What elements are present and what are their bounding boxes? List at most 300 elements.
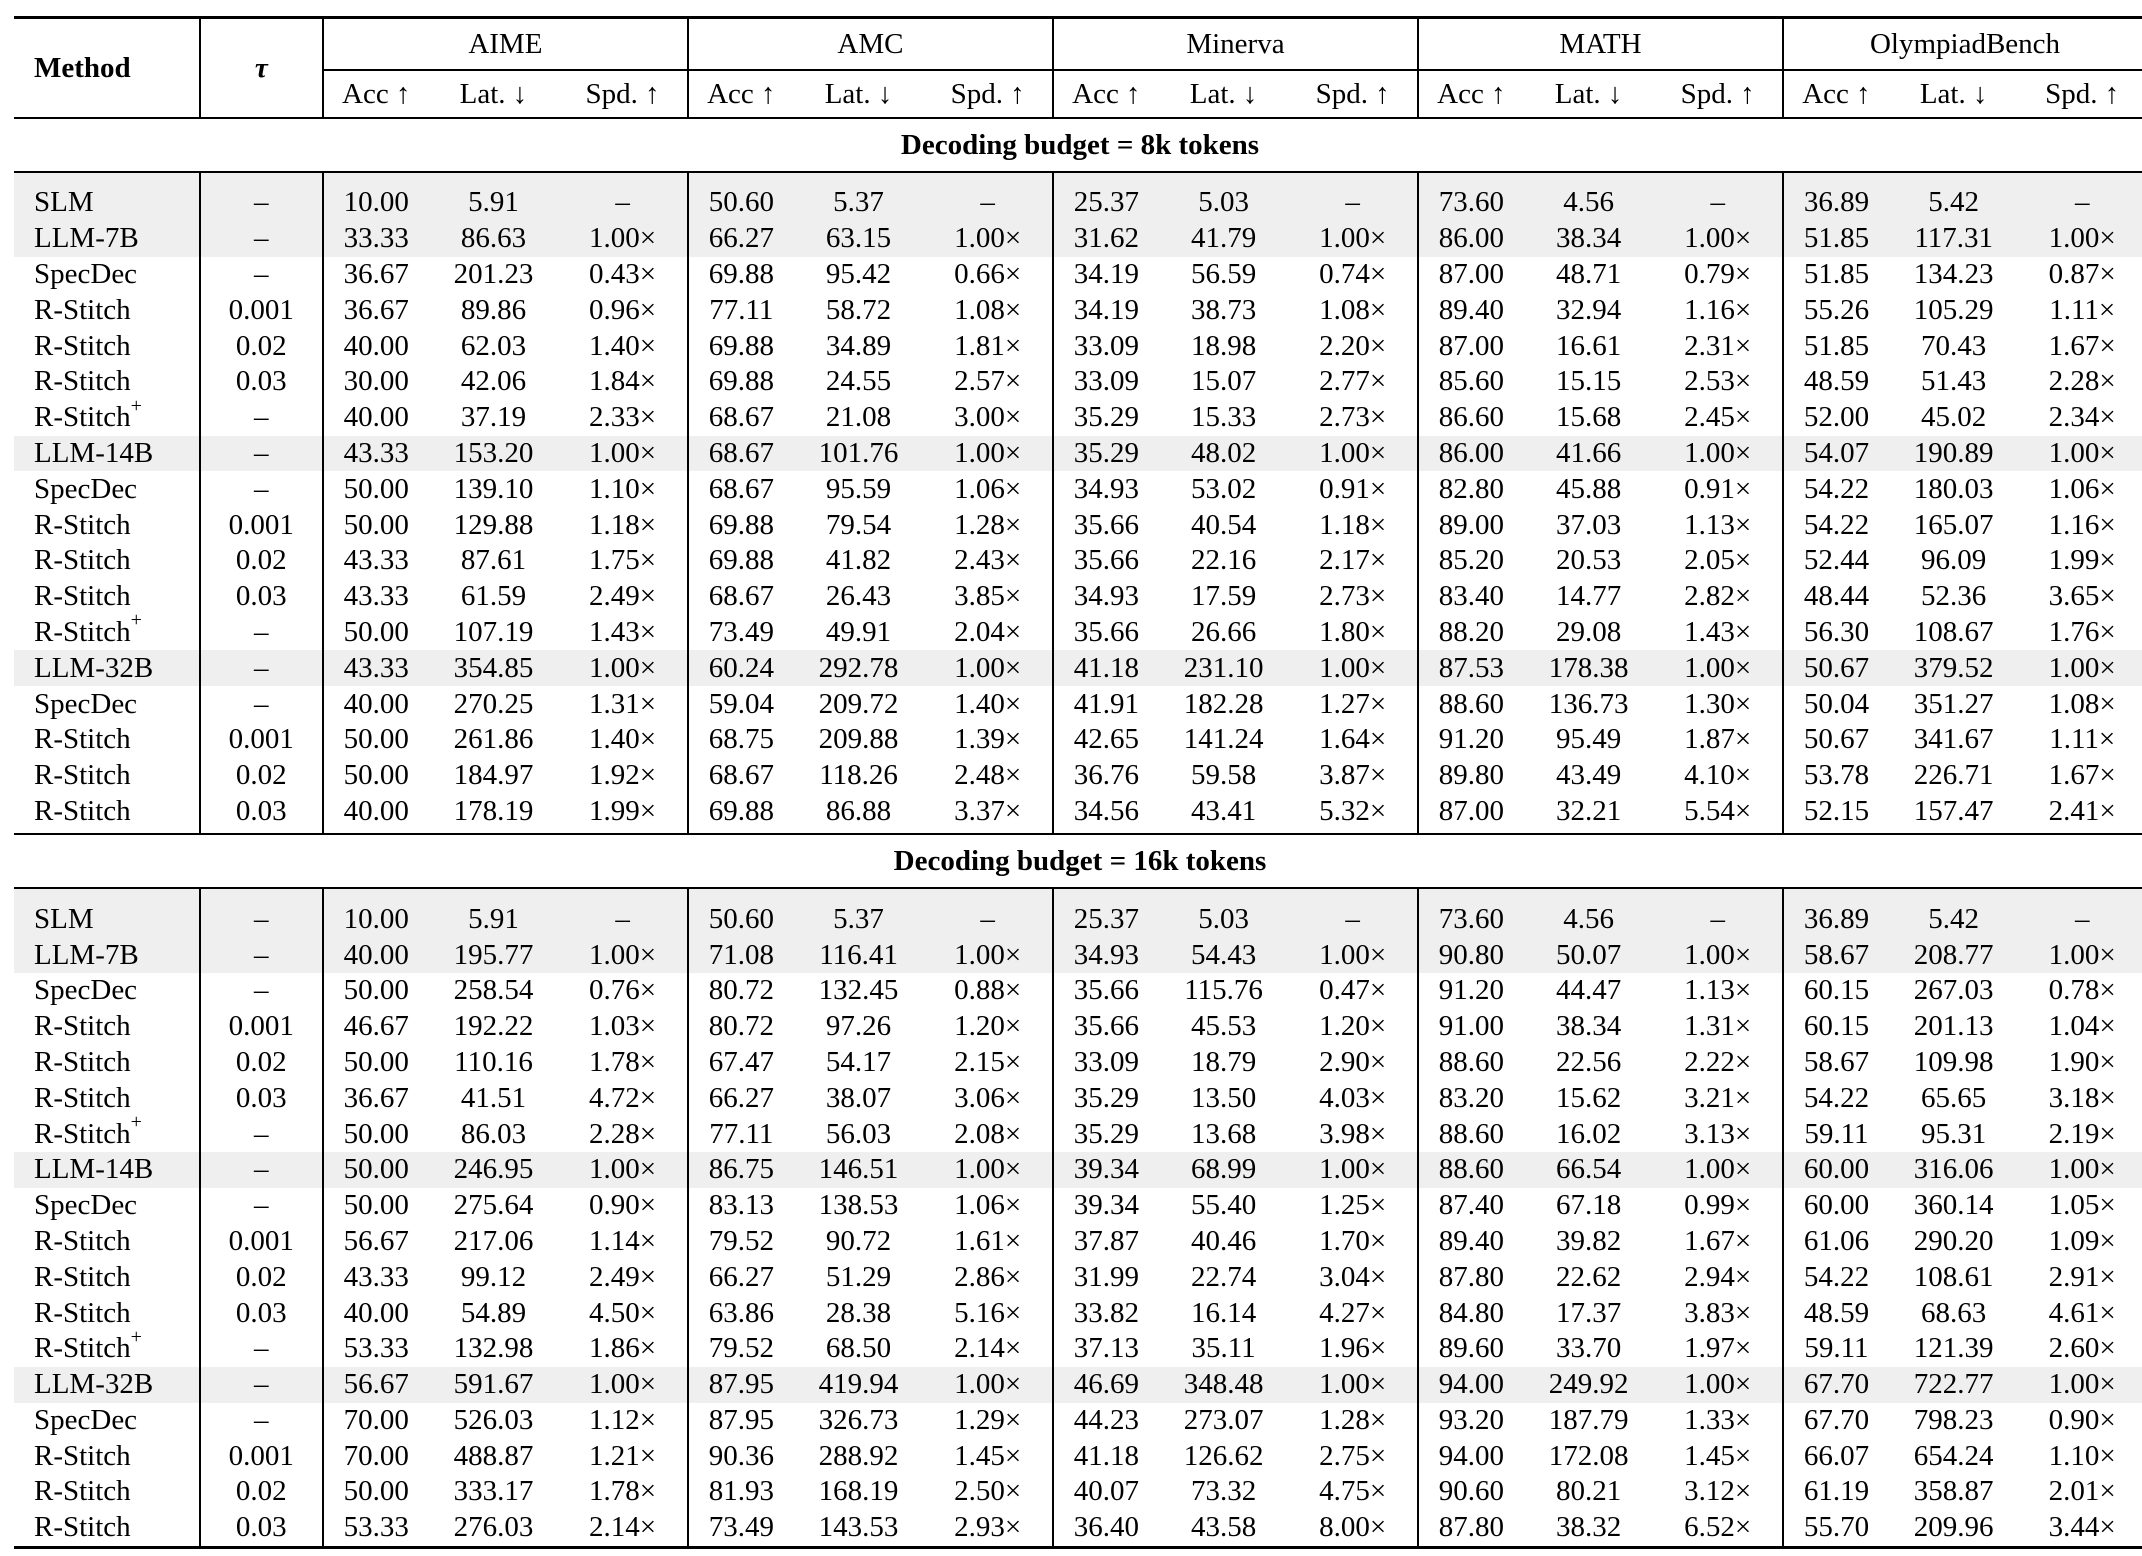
- speedup-cell: 4.72×: [589, 1081, 657, 1114]
- speedup-cell: 1.12×: [589, 1403, 657, 1436]
- speedup-cell: 2.57×: [954, 365, 1022, 398]
- acc-cell: 66.27: [688, 1259, 794, 1295]
- latency-cell: 351.27: [1913, 687, 1994, 720]
- speedup-cell: 1.29×: [954, 1403, 1022, 1436]
- speedup-cell: 1.14×: [589, 1224, 657, 1257]
- latency-cell: 195.77: [429, 937, 559, 973]
- acc-cell: 91.20: [1418, 973, 1524, 1009]
- acc-cell: 68.67: [688, 471, 794, 507]
- benchmark-header-aime: [323, 18, 688, 71]
- latency-cell: 379.52: [1889, 650, 2019, 686]
- method-cell: [14, 609, 200, 651]
- acc-cell: 50.00: [323, 1116, 429, 1152]
- table-row: [14, 888, 2142, 937]
- latency-cell: 358.87: [1913, 1475, 1994, 1508]
- table-row: [14, 1438, 2142, 1474]
- benchmark-name: MATH: [1559, 27, 1642, 60]
- method-cell: [14, 1403, 200, 1439]
- speedup-cell: 1.67×: [2048, 329, 2116, 362]
- speedup-cell: 0.99×: [1684, 1189, 1752, 1222]
- acc-cell: 67.70: [1783, 1403, 1889, 1439]
- speedup-cell: 1.00×: [558, 221, 688, 257]
- speedup-cell: 1.78×: [589, 1045, 657, 1078]
- latency-cell: 87.61: [460, 544, 527, 577]
- latency-cell: 41.51: [460, 1081, 527, 1114]
- latency-cell: 107.19: [453, 615, 534, 648]
- acc-cell: 33.33: [323, 221, 429, 257]
- acc-cell: 69.88: [688, 507, 794, 543]
- acc-cell: 60.24: [688, 650, 794, 686]
- speedup-cell: 1.00×: [1653, 436, 1783, 472]
- latency-cell: 68.99: [1159, 1152, 1289, 1188]
- latency-cell: 45.02: [1921, 401, 1987, 434]
- speedup-cell: 1.43×: [589, 615, 657, 648]
- acc-cell: 88.60: [1418, 1045, 1524, 1081]
- speedup-cell: 1.00×: [558, 650, 688, 686]
- acc-cell: 85.60: [1418, 364, 1524, 400]
- latency-cell: 42.06: [460, 365, 527, 398]
- latency-cell: 40.46: [1190, 1224, 1257, 1257]
- acc-cell: 87.00: [1418, 257, 1524, 293]
- method-name: R-Stitch: [34, 580, 131, 613]
- tau-cell: –: [200, 471, 323, 507]
- acc-cell: 84.80: [1418, 1295, 1524, 1331]
- latency-cell: 798.23: [1913, 1403, 1994, 1436]
- acc-cell: 34.93: [1053, 937, 1159, 973]
- acc-cell: 36.89: [1783, 888, 1889, 937]
- latency-cell: 129.88: [453, 508, 534, 541]
- latency-cell: 29.08: [1555, 615, 1622, 648]
- latency-cell: 59.58: [1190, 759, 1257, 792]
- metric-header: Lat. ↓: [1524, 70, 1654, 118]
- tau-cell: –: [200, 400, 323, 436]
- method-name: SLM: [34, 186, 94, 219]
- latency-cell: 56.03: [825, 1117, 892, 1150]
- tau-cell: –: [200, 1152, 323, 1188]
- speedup-cell: 1.00×: [2018, 1367, 2142, 1403]
- latency-cell: 38.32: [1524, 1510, 1654, 1547]
- speedup-cell: 2.82×: [1684, 580, 1752, 613]
- acc-cell: 80.72: [688, 973, 794, 1009]
- acc-cell: 40.07: [1053, 1474, 1159, 1510]
- table-row: [14, 507, 2142, 543]
- speedup-cell: 1.10×: [589, 472, 657, 505]
- latency-cell: 14.77: [1555, 580, 1622, 613]
- speedup-cell: 6.52×: [1653, 1510, 1783, 1547]
- acc-cell: 69.88: [688, 364, 794, 400]
- method-plus-superscript: +: [130, 1325, 142, 1348]
- latency-cell: 109.98: [1913, 1045, 1994, 1078]
- latency-cell: 182.28: [1183, 687, 1264, 720]
- method-cell: [14, 394, 200, 436]
- table-row: [14, 686, 2142, 722]
- acc-cell: 50.00: [323, 1045, 429, 1081]
- speedup-cell: 0.90×: [589, 1189, 657, 1222]
- acc-cell: 40.00: [323, 1295, 429, 1331]
- latency-cell: 96.09: [1921, 544, 1987, 577]
- speedup-cell: 2.20×: [1319, 329, 1387, 362]
- acc-cell: 36.40: [1053, 1510, 1159, 1547]
- acc-cell: 40.00: [323, 328, 429, 364]
- acc-cell: 63.86: [688, 1295, 794, 1331]
- tau-cell: 0.03: [200, 1295, 323, 1331]
- latency-cell: 68.63: [1921, 1296, 1987, 1329]
- speedup-cell: 1.87×: [1684, 723, 1752, 756]
- latency-cell: 24.55: [825, 365, 892, 398]
- speedup-cell: 3.87×: [1319, 759, 1387, 792]
- method-name: R-Stitch: [34, 544, 131, 577]
- speedup-cell: 1.97×: [1684, 1332, 1752, 1365]
- tau-cell: 0.03: [200, 1080, 323, 1116]
- speedup-cell: 8.00×: [1288, 1510, 1418, 1547]
- acc-cell: 50.60: [688, 888, 794, 937]
- latency-cell: 15.33: [1190, 401, 1257, 434]
- latency-cell: 22.74: [1190, 1260, 1257, 1293]
- acc-cell: 43.33: [323, 543, 429, 579]
- acc-cell: 56.30: [1783, 615, 1889, 651]
- acc-cell: 54.22: [1783, 507, 1889, 543]
- speedup-cell: 1.30×: [1684, 687, 1752, 720]
- latency-cell: 34.89: [825, 329, 892, 362]
- acc-cell: 94.00: [1418, 1367, 1524, 1403]
- method-cell: [14, 1474, 200, 1510]
- acc-cell: 33.09: [1053, 364, 1159, 400]
- table-row: [14, 400, 2142, 436]
- acc-cell: 41.18: [1053, 650, 1159, 686]
- speedup-cell: 2.31×: [1684, 329, 1752, 362]
- acc-cell: 53.33: [323, 1331, 429, 1367]
- acc-cell: 69.88: [688, 257, 794, 293]
- speedup-cell: 1.00×: [2018, 1152, 2142, 1188]
- tau-cell: –: [200, 1188, 323, 1224]
- latency-cell: 54.89: [460, 1296, 527, 1329]
- benchmark-header-olympiadbench: [1783, 18, 2142, 71]
- method-name: SpecDec: [34, 974, 138, 1007]
- speedup-cell: 1.00×: [1653, 221, 1783, 257]
- latency-cell: 95.59: [825, 472, 892, 505]
- method-header: Method: [14, 18, 200, 119]
- latency-cell: 126.62: [1183, 1439, 1264, 1472]
- method-cell: [14, 1325, 200, 1367]
- speedup-cell: 1.04×: [2048, 1010, 2116, 1043]
- latency-cell: 38.34: [1524, 221, 1654, 257]
- acc-cell: 41.18: [1053, 1438, 1159, 1474]
- tau-cell: 0.001: [200, 1438, 323, 1474]
- speedup-cell: 2.50×: [954, 1475, 1022, 1508]
- table-row: [14, 1080, 2142, 1116]
- latency-cell: 180.03: [1913, 472, 1994, 505]
- latency-cell: 67.18: [1555, 1189, 1622, 1222]
- method-name: R-Stitch: [34, 1010, 131, 1043]
- tau-cell: 0.02: [200, 1259, 323, 1295]
- method-name: R-Stitch: [34, 508, 131, 541]
- latency-cell: 138.53: [818, 1189, 899, 1222]
- method-cell: [14, 1009, 200, 1045]
- benchmark-name: OlympiadBench: [1869, 27, 2061, 60]
- speedup-cell: 1.39×: [954, 723, 1022, 756]
- method-cell: [14, 1188, 200, 1224]
- table-row: [14, 1474, 2142, 1510]
- speedup-cell: 1.13×: [1684, 974, 1752, 1007]
- speedup-cell: 2.14×: [954, 1332, 1022, 1365]
- speedup-cell: 0.91×: [1684, 472, 1752, 505]
- speedup-cell: 2.41×: [2018, 794, 2142, 835]
- latency-cell: 89.86: [460, 293, 527, 326]
- speedup-cell: 1.00×: [923, 1152, 1053, 1188]
- speedup-cell: 1.00×: [2018, 221, 2142, 257]
- speedup-cell: 1.76×: [2048, 615, 2116, 648]
- speedup-cell: 1.18×: [1319, 508, 1387, 541]
- latency-cell: 41.66: [1524, 436, 1654, 472]
- acc-cell: 10.00: [323, 172, 429, 221]
- table-row: [14, 1116, 2142, 1152]
- latency-cell: 16.61: [1555, 329, 1622, 362]
- latency-cell: 43.41: [1159, 794, 1289, 835]
- latency-cell: 134.23: [1913, 257, 1994, 290]
- acc-cell: 34.19: [1053, 292, 1159, 328]
- speedup-cell: 3.44×: [2018, 1510, 2142, 1547]
- speedup-cell: 1.43×: [1684, 615, 1752, 648]
- method-cell: [14, 973, 200, 1009]
- latency-cell: 33.70: [1555, 1332, 1622, 1365]
- acc-cell: 40.00: [323, 794, 429, 835]
- speedup-cell: 0.47×: [1319, 974, 1387, 1007]
- method-cell: [14, 1110, 200, 1152]
- latency-cell: 141.24: [1183, 723, 1264, 756]
- latency-cell: 54.17: [825, 1045, 892, 1078]
- latency-cell: 35.11: [1191, 1332, 1256, 1365]
- speedup-cell: 1.27×: [1319, 687, 1387, 720]
- benchmark-header-amc: [688, 18, 1053, 71]
- tau-cell: –: [200, 257, 323, 293]
- method-name: R-Stitch: [34, 615, 131, 648]
- latency-cell: 5.91: [429, 888, 559, 937]
- speedup-cell: 1.00×: [1288, 650, 1418, 686]
- method-name: SpecDec: [34, 1189, 138, 1222]
- speedup-cell: 4.10×: [1684, 759, 1752, 792]
- speedup-cell: 4.03×: [1319, 1081, 1387, 1114]
- speedup-cell: 1.10×: [2048, 1439, 2116, 1472]
- method-cell: [14, 221, 200, 257]
- speedup-cell: 0.76×: [589, 974, 657, 1007]
- speedup-cell: 1.40×: [954, 687, 1022, 720]
- speedup-cell: 1.96×: [1319, 1332, 1387, 1365]
- speedup-cell: –: [1653, 888, 1783, 937]
- latency-cell: 117.31: [1889, 221, 2019, 257]
- latency-cell: 192.22: [453, 1010, 534, 1043]
- acc-cell: 71.08: [688, 937, 794, 973]
- acc-cell: 73.49: [688, 1510, 794, 1547]
- acc-cell: 54.07: [1783, 436, 1889, 472]
- speedup-cell: 1.78×: [589, 1475, 657, 1508]
- latency-cell: 419.94: [794, 1367, 924, 1403]
- acc-cell: 87.95: [688, 1367, 794, 1403]
- acc-cell: 60.00: [1783, 1152, 1889, 1188]
- speedup-cell: 1.16×: [1684, 293, 1752, 326]
- latency-cell: 132.45: [818, 974, 899, 1007]
- acc-cell: 68.67: [688, 436, 794, 472]
- acc-cell: 56.67: [323, 1224, 429, 1260]
- acc-cell: 70.00: [323, 1438, 429, 1474]
- acc-cell: 33.09: [1053, 1045, 1159, 1081]
- latency-cell: 201.13: [1913, 1010, 1994, 1043]
- section-header-row: [14, 118, 2142, 172]
- acc-cell: 51.85: [1783, 328, 1889, 364]
- speedup-cell: 2.49×: [589, 1260, 657, 1293]
- latency-cell: 5.37: [794, 172, 924, 221]
- acc-cell: 48.59: [1783, 364, 1889, 400]
- table-row: [14, 436, 2142, 472]
- acc-cell: 66.27: [688, 1080, 794, 1116]
- metric-header: Spd. ↑: [923, 70, 1053, 118]
- latency-cell: 32.21: [1524, 794, 1654, 835]
- speedup-cell: 1.11×: [2049, 723, 2116, 756]
- latency-cell: 58.72: [825, 293, 892, 326]
- latency-cell: 261.86: [453, 723, 534, 756]
- tau-cell: 0.001: [200, 507, 323, 543]
- latency-cell: 101.76: [794, 436, 924, 472]
- latency-cell: 86.63: [429, 221, 559, 257]
- speedup-cell: 1.20×: [954, 1010, 1022, 1043]
- speedup-cell: 2.04×: [954, 615, 1022, 648]
- acc-cell: 40.00: [323, 937, 429, 973]
- latency-cell: 290.20: [1913, 1224, 1994, 1257]
- latency-cell: 15.68: [1555, 401, 1622, 434]
- table-row: [14, 1009, 2142, 1045]
- speedup-cell: 1.00×: [558, 436, 688, 472]
- acc-cell: 56.67: [323, 1367, 429, 1403]
- speedup-cell: 3.06×: [954, 1081, 1022, 1114]
- method-name: R-Stitch: [34, 1260, 131, 1293]
- table-row: [14, 579, 2142, 615]
- acc-cell: 50.00: [323, 722, 429, 758]
- acc-cell: 87.80: [1418, 1259, 1524, 1295]
- acc-cell: 39.34: [1053, 1152, 1159, 1188]
- speedup-cell: –: [1288, 172, 1418, 221]
- acc-cell: 90.36: [688, 1438, 794, 1474]
- latency-cell: 341.67: [1913, 723, 1994, 756]
- acc-cell: 87.00: [1418, 794, 1524, 835]
- acc-cell: 79.52: [688, 1331, 794, 1367]
- latency-cell: 26.43: [825, 580, 892, 613]
- metric-header: Acc ↑: [323, 70, 429, 118]
- latency-cell: 178.19: [429, 794, 559, 835]
- speedup-cell: 1.86×: [589, 1332, 657, 1365]
- acc-cell: 35.29: [1053, 400, 1159, 436]
- latency-cell: 16.14: [1190, 1296, 1257, 1329]
- latency-cell: 90.72: [825, 1224, 892, 1257]
- acc-cell: 68.67: [688, 579, 794, 615]
- speedup-cell: 4.75×: [1319, 1475, 1387, 1508]
- speedup-cell: 1.00×: [923, 937, 1053, 973]
- latency-cell: 38.34: [1555, 1010, 1622, 1043]
- speedup-cell: 2.15×: [954, 1045, 1022, 1078]
- acc-cell: 51.85: [1783, 221, 1889, 257]
- latency-cell: 5.03: [1159, 172, 1289, 221]
- latency-cell: 184.97: [453, 759, 534, 792]
- tau-cell: –: [200, 221, 323, 257]
- acc-cell: 87.95: [688, 1403, 794, 1439]
- speedup-cell: –: [2018, 172, 2142, 221]
- latency-cell: 17.59: [1190, 580, 1257, 613]
- speedup-cell: –: [558, 888, 688, 937]
- acc-cell: 50.04: [1783, 686, 1889, 722]
- latency-cell: 258.54: [453, 974, 534, 1007]
- latency-cell: 5.42: [1889, 888, 2019, 937]
- acc-cell: 73.60: [1418, 172, 1524, 221]
- speedup-cell: 1.67×: [2048, 759, 2116, 792]
- method-name: R-Stitch: [34, 723, 131, 756]
- acc-cell: 43.33: [323, 579, 429, 615]
- speedup-cell: 1.90×: [2048, 1045, 2116, 1078]
- latency-cell: 56.59: [1190, 257, 1257, 290]
- table-row: [14, 471, 2142, 507]
- acc-cell: 48.44: [1783, 579, 1889, 615]
- method-cell: [14, 1295, 200, 1331]
- acc-cell: 66.27: [688, 221, 794, 257]
- acc-cell: 48.59: [1783, 1295, 1889, 1331]
- speedup-cell: 2.86×: [954, 1260, 1022, 1293]
- latency-cell: 288.92: [818, 1439, 899, 1472]
- acc-cell: 52.15: [1783, 794, 1889, 835]
- acc-cell: 91.20: [1418, 722, 1524, 758]
- speedup-cell: 1.40×: [589, 329, 657, 362]
- latency-cell: 38.07: [825, 1081, 892, 1114]
- latency-cell: 209.96: [1889, 1510, 2019, 1547]
- latency-cell: 26.66: [1190, 615, 1257, 648]
- speedup-cell: 2.60×: [2048, 1332, 2116, 1365]
- latency-cell: 99.12: [460, 1260, 527, 1293]
- latency-cell: 62.03: [460, 329, 527, 362]
- tau-cell: 0.02: [200, 543, 323, 579]
- latency-cell: 37.19: [460, 401, 527, 434]
- latency-cell: 45.53: [1190, 1010, 1257, 1043]
- acc-cell: 35.66: [1053, 507, 1159, 543]
- acc-cell: 50.00: [323, 973, 429, 1009]
- acc-cell: 87.80: [1418, 1510, 1524, 1547]
- acc-cell: 50.67: [1783, 722, 1889, 758]
- latency-cell: 526.03: [453, 1403, 534, 1436]
- speedup-cell: 1.92×: [589, 759, 657, 792]
- speedup-cell: –: [2018, 888, 2142, 937]
- method-name: LLM-7B: [34, 938, 139, 971]
- acc-cell: 83.20: [1418, 1080, 1524, 1116]
- latency-cell: 110.16: [454, 1045, 533, 1078]
- tau-cell: 0.02: [200, 758, 323, 794]
- acc-cell: 67.70: [1783, 1367, 1889, 1403]
- speedup-cell: 1.67×: [1684, 1224, 1752, 1257]
- method-name: LLM-32B: [34, 651, 154, 684]
- latency-cell: 95.49: [1555, 723, 1622, 756]
- acc-cell: 81.93: [688, 1474, 794, 1510]
- table-row: [14, 1045, 2142, 1081]
- method-name: R-Stitch: [34, 1045, 131, 1078]
- latency-cell: 40.54: [1190, 508, 1257, 541]
- speedup-cell: 2.77×: [1319, 365, 1387, 398]
- speedup-cell: 5.32×: [1288, 794, 1418, 835]
- speedup-cell: –: [1288, 888, 1418, 937]
- speedup-cell: 2.73×: [1319, 401, 1387, 434]
- latency-cell: 51.43: [1921, 365, 1987, 398]
- table-row: [14, 1367, 2142, 1403]
- latency-cell: 54.43: [1159, 937, 1289, 973]
- method-name: SLM: [34, 902, 94, 935]
- metric-header: Acc ↑: [1418, 70, 1524, 118]
- latency-cell: 488.87: [453, 1439, 534, 1472]
- tau-cell: –: [200, 1403, 323, 1439]
- acc-cell: 77.11: [688, 292, 794, 328]
- speedup-cell: 1.00×: [1288, 436, 1418, 472]
